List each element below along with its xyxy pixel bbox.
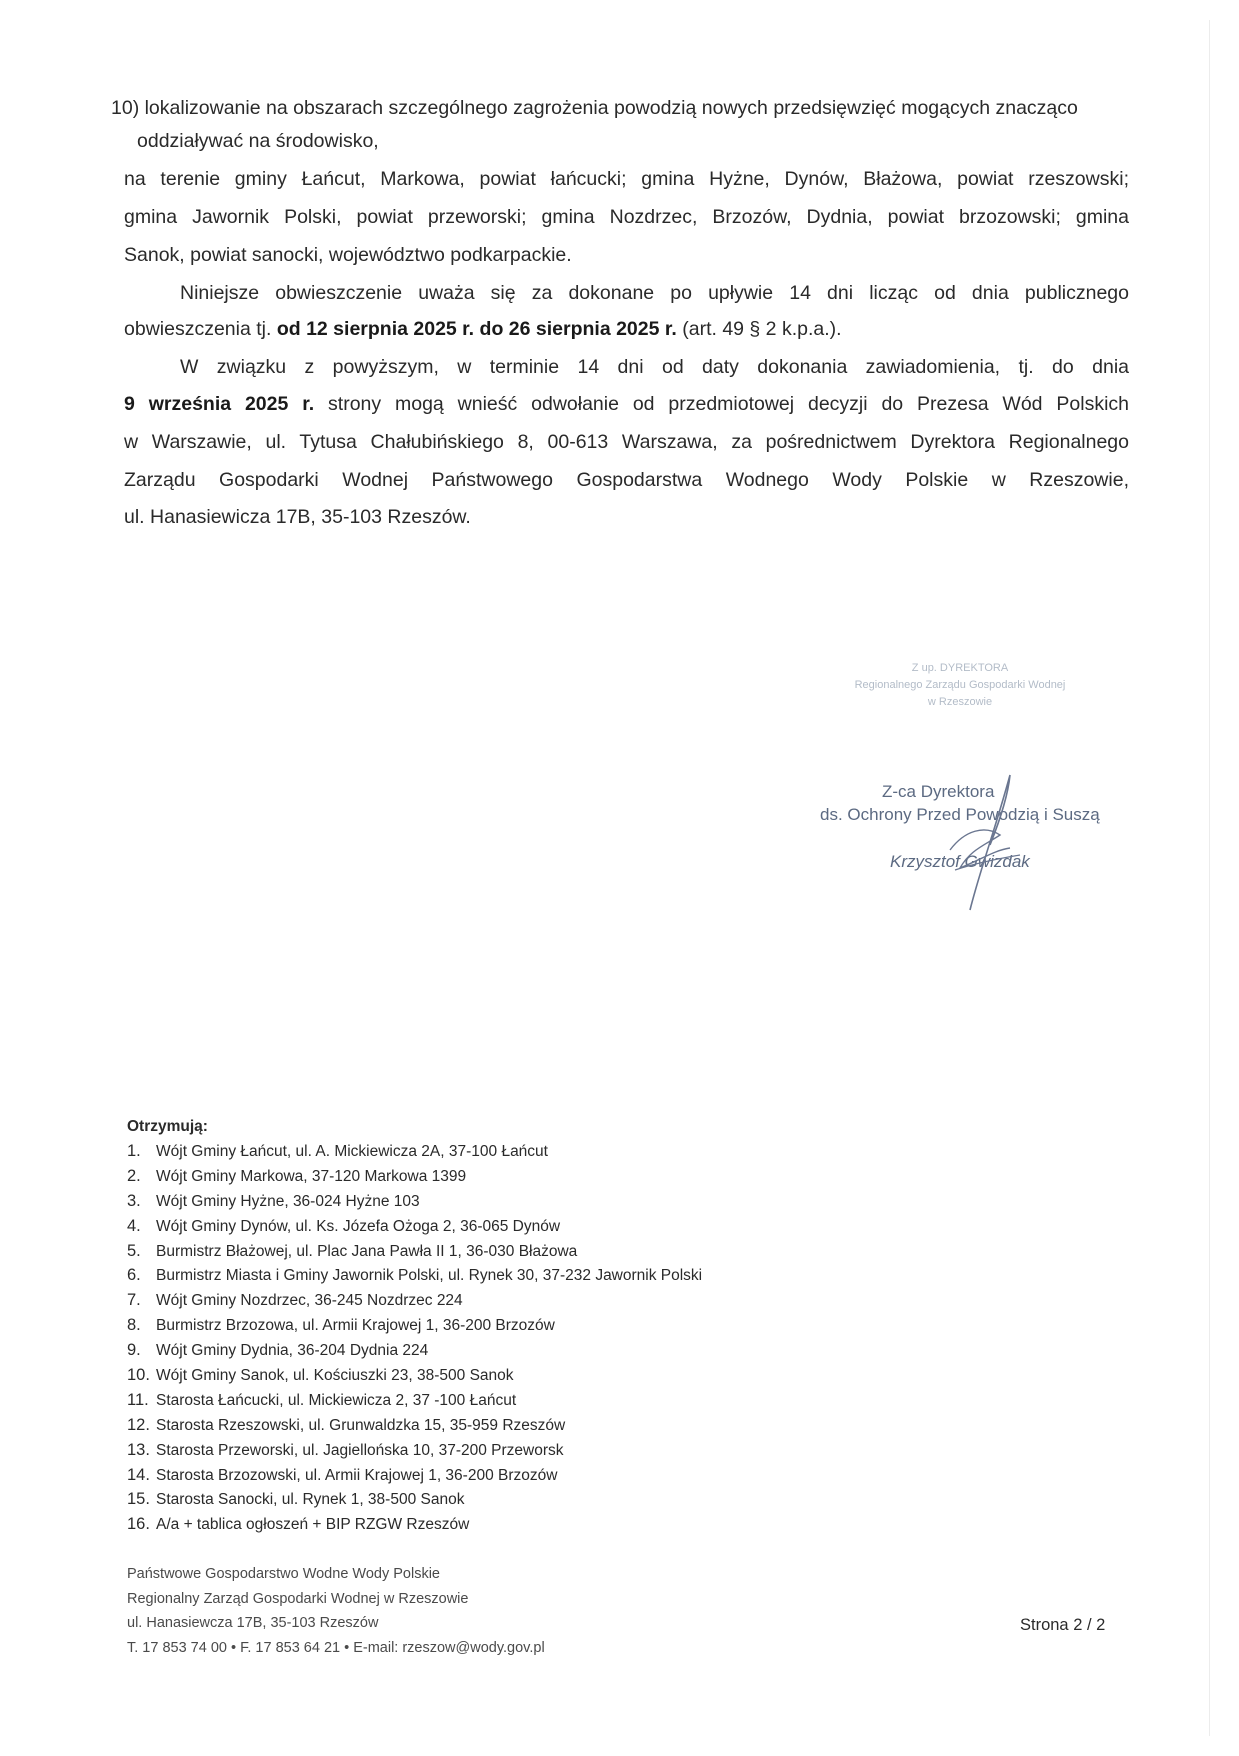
list-item: [127, 1313, 702, 1338]
list-item: [127, 1288, 702, 1313]
item-text: Wójt Gminy Sanok, ul. Kościuszki 23, 38-500 Sanok: [156, 1367, 514, 1385]
notice-text-post: (art. 49 § 2 k.p.a.).: [676, 318, 842, 340]
item-text: Burmistrz Miasta i Gminy Jawornik Polski, ul. Rynek 30, 37-232 Jawornik Polski: [156, 1267, 703, 1285]
item-number: 2.: [127, 1166, 141, 1185]
item-text: Wójt Gminy Dydnia, 36-204 Dydnia 224: [156, 1342, 429, 1360]
item-text: Starosta Brzozowski, ul. Armii Krajowej 1, 36-200 Brzozów: [156, 1466, 558, 1484]
appeal-deadline: 9 września 2025 r.: [124, 393, 315, 415]
recipients-heading: Otrzymują:: [127, 1118, 208, 1135]
area-line-1: na terenie gminy Łańcut, Markowa, powiat łańcucki; gmina Hyżne, Dynów, Błażowa, powiat rzeszowski;: [124, 168, 1129, 190]
item-10-line-2: oddziaływać na środowisko,: [137, 130, 379, 152]
item-number: 11.: [127, 1390, 149, 1409]
item-number: 5.: [127, 1241, 141, 1260]
footer-contact: T. 17 853 74 00 • F. 17 853 64 21 • E-mail: rzeszow@wody.gov.pl: [127, 1639, 545, 1656]
notice-text-pre: obwieszczenia tj.: [124, 318, 277, 340]
item-text: Wójt Gminy Markowa, 37-120 Markowa 1399: [156, 1167, 467, 1185]
area-line-3: Sanok, powiat sanocki, województwo podkarpackie.: [124, 244, 572, 266]
appeal-line-4: Zarządu Gospodarki Wodnej Państwowego Gospodarstwa Wodnego Wody Polskie w Rzeszowie,: [124, 469, 1129, 491]
item-text: Wójt Gminy Dynów, ul. Ks. Józefa Ożoga 2, 36-065 Dynów: [156, 1217, 561, 1235]
signatory-name: Krzysztof Gwizdak: [890, 852, 1030, 871]
footer-address: [127, 1562, 545, 1660]
item-10-line-1: 10) lokalizowanie na obszarach szczególnego zagrożenia powodzią nowych przedsięwzięć mogących znacząco: [111, 97, 1078, 119]
signatory-department: ds. Ochrony Przed Powodzią i Suszą: [820, 805, 1100, 824]
recipients-section: [127, 1118, 702, 1537]
list-item: [127, 1338, 702, 1363]
area-line-2: gmina Jawornik Polski, powiat przeworski; gmina Nozdrzec, Brzozów, Dydnia, powiat brzozowski; gmina: [124, 206, 1129, 228]
date-from: od 12 sierpnia 2025 r.: [276, 318, 475, 340]
item-number: 6.: [127, 1266, 141, 1285]
item-number: 16.: [127, 1515, 150, 1534]
page-edge: [1209, 20, 1210, 1736]
appeal-text: strony mogą wnieść odwołanie od przedmiotowej decyzji do Prezesa Wód Polskich: [314, 393, 1130, 415]
item-number: 12.: [127, 1415, 150, 1434]
page-number: Strona 2 / 2: [1020, 1616, 1106, 1634]
item-text: Wójt Gminy Hyżne, 36-024 Hyżne 103: [156, 1192, 420, 1210]
list-item: [127, 1189, 702, 1214]
appeal-line-1: W związku z powyższym, w terminie 14 dni od daty dokonania zawiadomienia, tj. do dnia: [180, 356, 1129, 378]
notice-line-2: [124, 318, 842, 341]
item-text: Starosta Rzeszowski, ul. Grunwaldzka 15, 35-959 Rzeszów: [156, 1416, 566, 1434]
item-text: A/a + tablica ogłoszeń + BIP RZGW Rzeszów: [156, 1516, 470, 1534]
item-text: Wójt Gminy Nozdrzec, 36-245 Nozdrzec 224: [156, 1292, 463, 1310]
item-text: Burmistrz Brzozowa, ul. Armii Krajowej 1, 36-200 Brzozów: [156, 1317, 555, 1335]
item-number: 13.: [127, 1440, 150, 1459]
appeal-line-5: ul. Hanasiewicza 17B, 35-103 Rzeszów.: [124, 506, 471, 528]
stamp-line-3: w Rzeszowie: [927, 696, 993, 708]
item-number: 15.: [127, 1490, 150, 1509]
date-to: do 26 sierpnia 2025 r.: [479, 318, 677, 340]
item-number: 4.: [127, 1216, 141, 1235]
list-item: [127, 1512, 702, 1537]
list-item: [127, 1438, 702, 1463]
footer-org: Państwowe Gospodarstwo Wodne Wody Polskie: [127, 1566, 440, 1582]
item-number: 1.: [127, 1142, 141, 1160]
item-number: 10.: [127, 1366, 150, 1385]
signatory-title: Z-ca Dyrektora: [882, 782, 995, 801]
list-item: [127, 1487, 702, 1512]
item-number: 8.: [127, 1316, 141, 1335]
footer-unit: Regionalny Zarząd Gospodarki Wodnej w Rzeszowie: [127, 1590, 469, 1607]
footer-street: ul. Hanasiewcza 17B, 35-103 Rzeszów: [127, 1615, 379, 1631]
item-number: 14.: [127, 1465, 150, 1484]
item-text: Starosta Sanocki, ul. Rynek 1, 38-500 Sanok: [156, 1491, 465, 1509]
list-item: [127, 1413, 702, 1438]
list-item: [127, 1239, 702, 1264]
appeal-line-2: [124, 393, 1129, 416]
item-number: 9.: [127, 1341, 141, 1360]
recipients-list: [127, 1139, 702, 1537]
list-item: [127, 1263, 702, 1288]
handwritten-signature: [910, 750, 1040, 920]
list-item: [127, 1388, 702, 1413]
list-item: [127, 1214, 702, 1239]
item-text: Wójt Gminy Łańcut, ul. A. Mickiewicza 2A, 37-100 Łańcut: [156, 1143, 548, 1160]
list-item: [127, 1363, 702, 1388]
item-text: Starosta Przeworski, ul. Jagiellońska 10, 37-200 Przeworsk: [156, 1441, 564, 1459]
list-item: [127, 1164, 702, 1189]
faded-stamp: [800, 660, 1120, 711]
item-number: 7.: [127, 1291, 141, 1310]
stamp-line-1: Z up. DYREKTORA: [911, 662, 1009, 674]
list-item: [127, 1139, 702, 1164]
item-text: Starosta Łańcucki, ul. Mickiewicza 2, 37 -100 Łańcut: [156, 1391, 517, 1409]
notice-line-1: Niniejsze obwieszczenie uważa się za dokonane po upływie 14 dni licząc od dnia publicznego: [180, 282, 1129, 304]
appeal-line-3: w Warszawie, ul. Tytusa Chałubińskiego 8, 00-613 Warszawa, za pośrednictwem Dyrektora Regionalnego: [124, 431, 1129, 453]
stamp-line-2: Regionalnego Zarządu Gospodarki Wodnej: [854, 679, 1066, 691]
item-text: Burmistrz Błażowej, ul. Plac Jana Pawła II 1, 36-030 Błażowa: [156, 1242, 578, 1260]
item-number: 3.: [127, 1191, 141, 1210]
list-item: [127, 1463, 702, 1488]
